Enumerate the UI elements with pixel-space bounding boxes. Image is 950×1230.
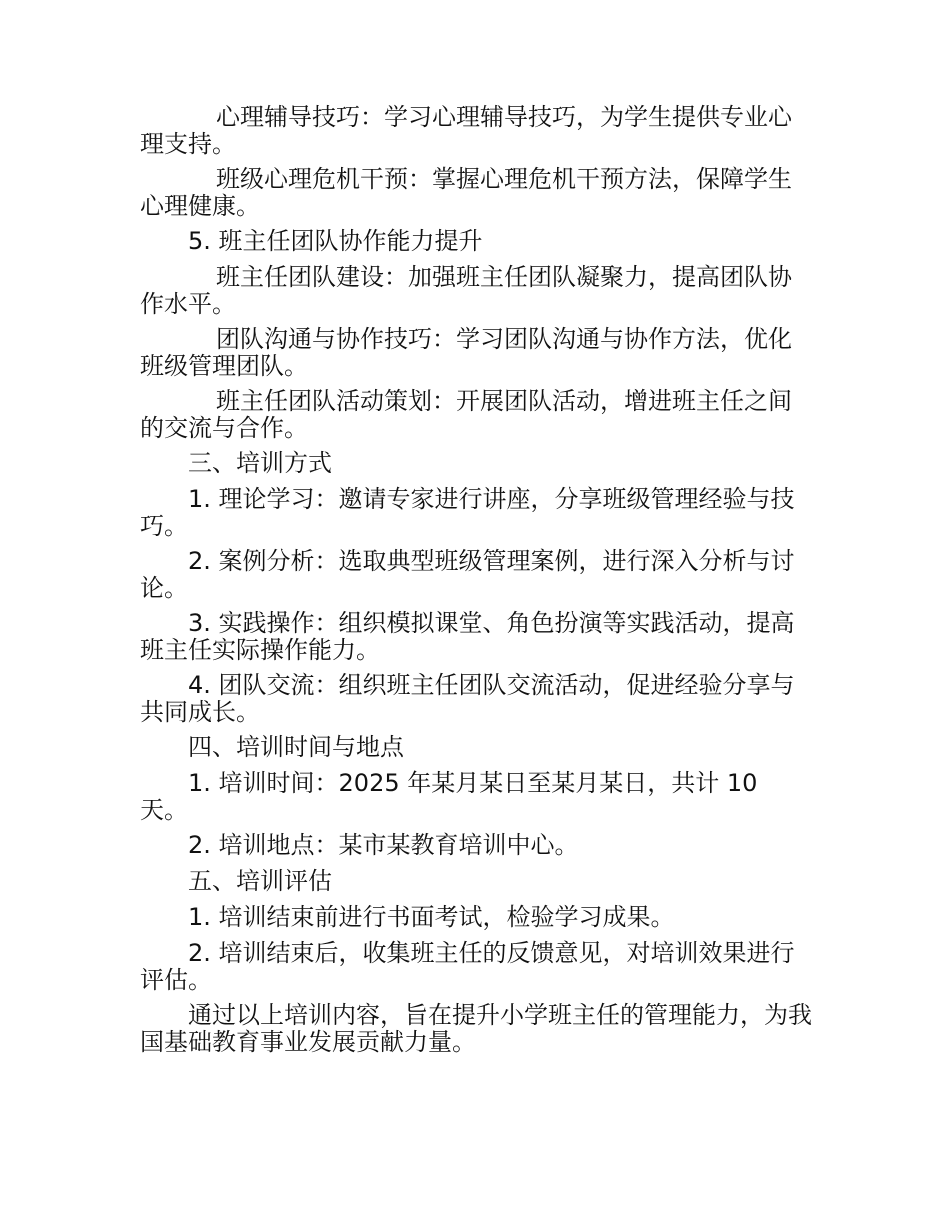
- paragraph-psych-counseling: 心理辅导技巧：学习心理辅导技巧，为学生提供专业心理支持。: [140, 103, 792, 158]
- paragraph-team-activities: 班主任团队活动策划：开展团队活动，增进班主任之间的交流与合作。: [140, 387, 792, 442]
- paragraph-team-exchange: 4. 团队交流：组织班主任团队交流活动，促进经验分享与共同成长。: [140, 671, 795, 726]
- paragraph-feedback: 2. 培训结束后，收集班主任的反馈意见，对培训效果进行评估。: [140, 939, 795, 994]
- paragraph-case-analysis: 2. 案例分析：选取典型班级管理案例，进行深入分析与讨论。: [140, 547, 795, 602]
- paragraph-theory-study: 1. 理论学习：邀请专家进行讲座，分享班级管理经验与技巧。: [140, 485, 795, 540]
- paragraph-team-building: 班主任团队建设：加强班主任团队凝聚力，提高团队协作水平。: [140, 263, 792, 318]
- document-body: [140, 104, 812, 1064]
- paragraph-written-exam: 1. 培训结束前进行书面考试，检验学习成果。: [188, 903, 675, 931]
- paragraph-practice: 3. 实践操作：组织模拟课堂、角色扮演等实践活动，提高班主任实际操作能力。: [140, 609, 795, 664]
- paragraph-conclusion: 通过以上培训内容，旨在提升小学班主任的管理能力，为我国基础教育事业发展贡献力量。: [140, 1001, 812, 1056]
- paragraph-crisis-intervention: 班级心理危机干预：掌握心理危机干预方法，保障学生心理健康。: [140, 165, 792, 220]
- section-heading-time-place: 四、培训时间与地点: [188, 733, 404, 761]
- paragraph-team-communication: 团队沟通与协作技巧：学习团队沟通与协作方法，优化班级管理团队。: [140, 325, 792, 380]
- paragraph-training-time: 1. 培训时间：2025 年某月某日至某月某日，共计 10 天。: [140, 769, 758, 824]
- paragraph-training-location: 2. 培训地点：某市某教育培训中心。: [188, 831, 579, 859]
- section-heading-evaluation: 五、培训评估: [188, 867, 332, 895]
- section-heading-methods: 三、培训方式: [188, 449, 332, 477]
- heading-teamwork: 5. 班主任团队协作能力提升: [188, 227, 483, 255]
